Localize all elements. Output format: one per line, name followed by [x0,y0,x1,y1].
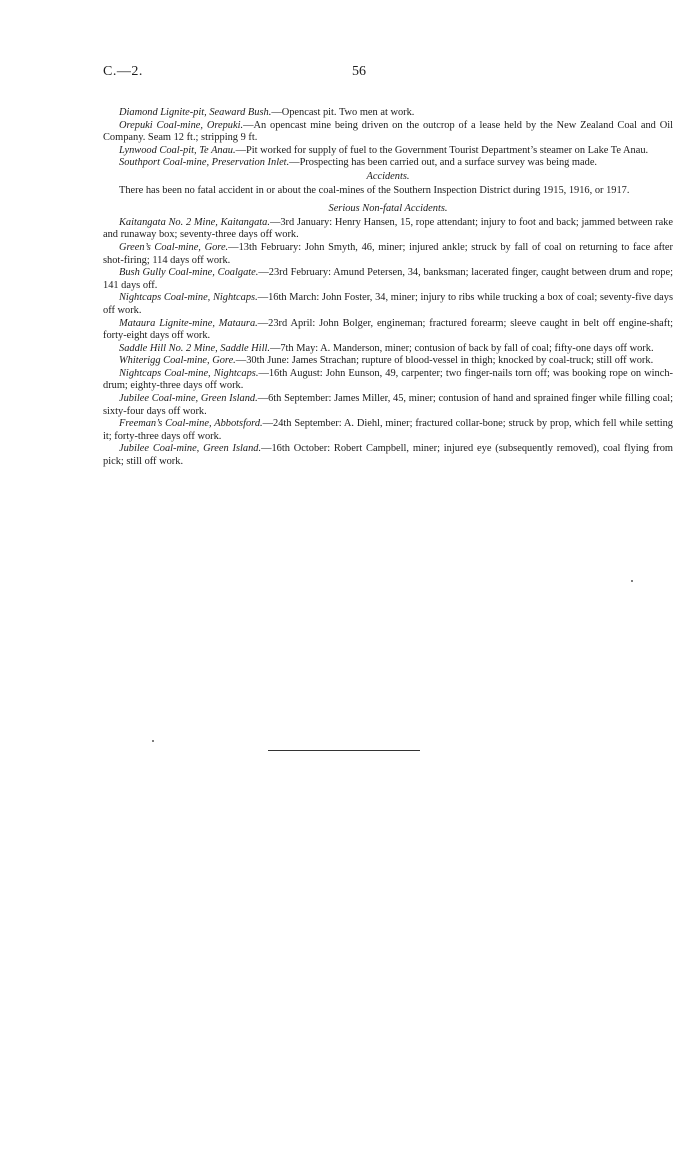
entry-place: Southport Coal-mine, Preservation Inlet. [119,157,290,169]
accidents-heading: Accidents. [366,170,410,182]
accident-entry [103,368,673,393]
entry-place: Orepuki Coal-mine, Orepuki. [119,119,244,131]
accident-entry [103,393,673,418]
accident-place: Jubilee Coal-mine, Green Island. [119,393,258,405]
entry-text: —An opencast mine being driven on the outcrop of a lease held by the New Zealand Coal and Oil Company. Seam 12 ft.; stripping 9 ft. [103,119,674,144]
accident-text: —6th September: James Miller, 45, miner; contusion of hand and sprained finger while filling coal; sixty-four days off work. [103,393,673,417]
scan-speck [631,580,633,582]
accident-place: Bush Gully Coal-mine, Coalgate. [119,267,259,279]
report-body [103,107,673,469]
accident-place: Whiterigg Coal-mine, Gore. [119,355,236,367]
accident-entry [103,242,673,267]
accident-entry [103,443,673,468]
accident-place: Green’s Coal-mine, Gore. [119,241,229,253]
serious-accidents-heading: Serious Non-fatal Accidents. [328,203,448,215]
accident-entry [103,267,673,292]
accident-entry [103,292,673,317]
accident-entry [103,355,673,368]
accident-place: Nightcaps Coal-mine, Nightcaps. [119,292,258,304]
scan-speck [152,740,154,742]
accident-text: —16th October: Robert Campbell, miner; injured eye (subsequently removed), coal flying from pick; still off work. [103,443,673,468]
accident-entry [103,217,673,242]
accidents-paragraph: There has been no fatal accident in or about the coal-mines of the Southern Inspection District during 1915, 1916, or 1917. [119,184,630,196]
accident-text: —3rd January: Henry Hansen, 15, rope attendant; injury to foot and back; jammed between rake and runaway box; seventy-three days off work. [103,216,673,241]
accident-entry [103,343,673,356]
accident-entry [103,318,673,343]
accident-text: —30th June: James Strachan; rupture of blood-vessel in thigh; knocked by coal-truck; still off work. [235,355,654,367]
accident-text: —13th February: John Smyth, 46, miner; injured ankle; struck by fall of coal on returning to face after shot-firing; 114 days off work. [103,241,673,266]
entry-text: —Pit worked for supply of fuel to the Government Tourist Department’s steamer on Lake Te Anau. [235,144,649,156]
entry-place: Lynwood Coal-pit, Te Anau. [119,144,236,156]
accident-entry [103,418,673,443]
accident-place: Saddle Hill No. 2 Mine, Saddle Hill. [119,342,270,354]
entry-place: Diamond Lignite-pit, Seaward Bush. [119,107,272,118]
accident-place: Nightcaps Coal-mine, Nightcaps. [119,367,259,379]
accident-place: Freeman’s Coal-mine, Abbotsford. [119,418,263,430]
accident-place: Mataura Lignite-mine, Mataura. [119,317,258,329]
accident-place: Kaitangata No. 2 Mine, Kaitangata. [119,216,270,228]
report-code: C.—2. [103,64,143,79]
accident-text: —16th March: John Foster, 34, miner; injury to ribs while trucking a box of coal; seventy-five days off work. [103,292,673,316]
entry-paragraph [103,107,673,120]
accident-text: —16th August: John Eunson, 49, carpenter; two finger-nails torn off; was booking rope on winch-drum; eighty-three days off work. [103,367,674,392]
page-header [103,64,603,84]
entry-text: —Prospecting has been carried out, and a surface survey was being made. [289,157,598,169]
accident-place: Jubilee Coal-mine, Green Island. [119,443,262,455]
section-divider [268,750,420,751]
accident-text: —23rd February: Amund Petersen, 34, banksman; lacerated finger, caught between drum and rope; 141 days off. [103,267,673,291]
entry-paragraph [103,145,673,158]
accident-text: —7th May: A. Manderson, miner; contusion of back by fall of coal; fifty-one days off work. [269,342,654,354]
accident-text: —23rd April: John Bolger, engineman; fractured forearm; sleeve caught in belt off engine-shaft; forty-eight days off work. [103,317,674,342]
entry-paragraph [103,157,673,170]
accident-text: —24th September: A. Diehl, miner; fractured collar-bone; struck by prop, which fell while setting it; forty-three days off work. [103,418,673,442]
page-number: 56 [352,64,366,79]
entry-paragraph [103,120,673,145]
entry-text: —Opencast pit. Two men at work. [271,107,415,118]
